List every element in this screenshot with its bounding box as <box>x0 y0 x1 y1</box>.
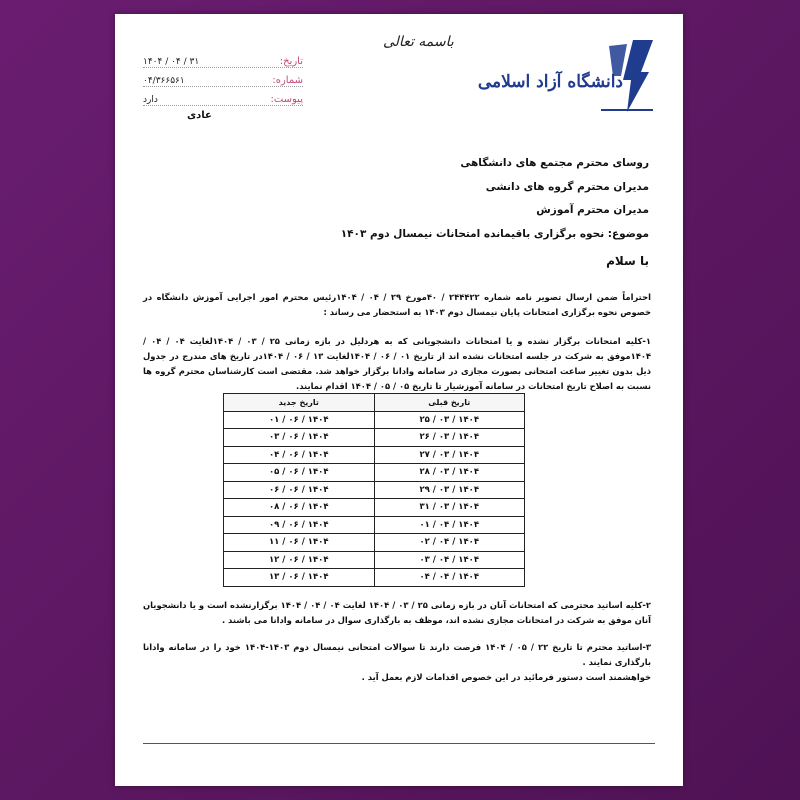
table-row <box>224 464 525 482</box>
new-date: ۰۴ / ۰۶ / ۱۴۰۴ <box>224 446 375 464</box>
previous-date: ۳۱ / ۰۳ / ۱۴۰۴ <box>374 499 525 517</box>
table-row <box>224 499 525 517</box>
date-value: ۱۴۰۴ / ۰۴ / ۳۱ <box>143 57 200 67</box>
closing-paragraph: خواهشمند است دستور فرمائید در این خصوص اقدامات لازم بعمل آید . <box>361 672 651 682</box>
table-row <box>224 429 525 447</box>
addressee-block <box>341 152 649 246</box>
addressee-line: مدیران محترم گروه های دانشی <box>485 180 649 193</box>
letter-page <box>115 14 683 786</box>
item-3-paragraph: ۳-اساتید محترم تا تاریخ ۲۲ / ۰۵ / ۱۴۰۴ فرصت دارند تا سوالات امتحانی نیمسال دوم ۱۴۰۳-۱۴۰۴ خود را در سامانه وادانا بارگذاری نمایند . <box>143 642 652 667</box>
footer-divider <box>143 743 655 744</box>
table-row <box>224 534 525 552</box>
meta-number <box>143 69 303 87</box>
previous-date: ۰۱ / ۰۴ / ۱۴۰۴ <box>374 516 525 534</box>
intro-paragraph: احتراماً ضمن ارسال تصویر نامه شماره ۲۴۴۴۲۲ / ۴۰مورخ ۲۹ / ۰۴ / ۱۴۰۴رئیس محترم امور اجرایی آموزش دانشگاه در خصوص نحوه برگزاری امتحانات پایان نیمسال دوم ۱۴۰۳ به استحضار می رساند : <box>143 292 651 317</box>
previous-date: ۰۲ / ۰۴ / ۱۴۰۴ <box>374 534 525 552</box>
greeting: با سلام <box>606 254 649 268</box>
subject-line: موضوع: نحوه برگزاری باقیمانده امتحانات نیمسال دوم ۱۴۰۳ <box>340 227 649 240</box>
classification-label: عادی <box>187 110 212 121</box>
meta-attachment <box>143 88 303 106</box>
new-date: ۰۳ / ۰۶ / ۱۴۰۴ <box>224 429 375 447</box>
table-row <box>224 569 525 587</box>
table-row <box>224 551 525 569</box>
previous-date: ۲۵ / ۰۳ / ۱۴۰۴ <box>374 411 525 429</box>
previous-date: ۲۶ / ۰۳ / ۱۴۰۴ <box>374 429 525 447</box>
column-header: تاریخ جدید <box>224 394 375 412</box>
new-date: ۱۱ / ۰۶ / ۱۴۰۴ <box>224 534 375 552</box>
letter-meta <box>143 50 303 107</box>
previous-date: ۲۸ / ۰۳ / ۱۴۰۴ <box>374 464 525 482</box>
table-header-row <box>224 394 525 412</box>
column-header: تاریخ قبلی <box>374 394 525 412</box>
previous-date: ۰۳ / ۰۴ / ۱۴۰۴ <box>374 551 525 569</box>
new-date: ۰۵ / ۰۶ / ۱۴۰۴ <box>224 464 375 482</box>
item-1-paragraph: ۱-کلیه امتحانات برگزار نشده و یا امتحانات دانشجویانی که به هردلیل در بازه زمانی ۲۵ / ۰۳ / ۱۴۰۴لغایت ۰۴ / ۰۴ / ۱۴۰۴موفق به شرکت در جلسه امتحانات نشده اند از تاریخ ۰۱ / ۰۶ / ۱۴۰۴لغایت ۱۳ / ۰۶ / ۱۴۰۴در تاریخ های مندرج در جدول ذیل بدون تغییر ساعت امتحانی بصورت مجازی در سامانه وادانا برگزار خواهد شد. مقتضی است کارشناسان محترم گروه ها نسبت به اصلاح تاریخ امتحانات در سامانه آموزشیار تا تاریخ ۰۵ / ۰۵ / ۱۴۰۴ اقدام نمایند. <box>143 336 652 391</box>
table-row <box>224 411 525 429</box>
previous-date: ۲۷ / ۰۳ / ۱۴۰۴ <box>374 446 525 464</box>
table-row <box>224 516 525 534</box>
new-date: ۱۲ / ۰۶ / ۱۴۰۴ <box>224 551 375 569</box>
table-row <box>224 446 525 464</box>
previous-date: ۰۴ / ۰۴ / ۱۴۰۴ <box>374 569 525 587</box>
new-date: ۰۹ / ۰۶ / ۱۴۰۴ <box>224 516 375 534</box>
new-date: ۰۱ / ۰۶ / ۱۴۰۴ <box>224 411 375 429</box>
meta-date <box>143 50 303 68</box>
university-name: دانشگاه آزاد اسلامی <box>477 72 623 92</box>
invocation-header: باسمه تعالی <box>383 34 454 50</box>
table-row <box>224 481 525 499</box>
number-value: ۰۴/۳۶۶۵۶۱ <box>143 76 185 86</box>
addressee-line: مدیران محترم آموزش <box>536 204 649 216</box>
new-date: ۰۶ / ۰۶ / ۱۴۰۴ <box>224 481 375 499</box>
attachment-value: دارد <box>143 95 158 105</box>
item-2-paragraph: ۲-کلیه اساتید محترمی که امتحانات آنان در بازه زمانی ۲۵ / ۰۳ / ۱۴۰۴ لغایت ۰۴ / ۰۴ / ۱۴۰۴ برگزارنشده است و یا دانشجویان آنان موفق به شرکت در امتحانات مجازی نشده اند، موظف به بارگذاری سوال در سامانه وادانا می باشند . <box>143 600 652 625</box>
date-label: تاریخ: <box>279 56 303 67</box>
addressee-line: روسای محترم مجتمع های دانشگاهی <box>460 157 649 169</box>
attachment-label: پیوست: <box>270 94 303 105</box>
previous-date: ۲۹ / ۰۳ / ۱۴۰۴ <box>374 481 525 499</box>
number-label: شماره: <box>272 75 303 86</box>
exam-dates-table <box>223 393 525 587</box>
new-date: ۱۳ / ۰۶ / ۱۴۰۴ <box>224 569 375 587</box>
new-date: ۰۸ / ۰۶ / ۱۴۰۴ <box>224 499 375 517</box>
